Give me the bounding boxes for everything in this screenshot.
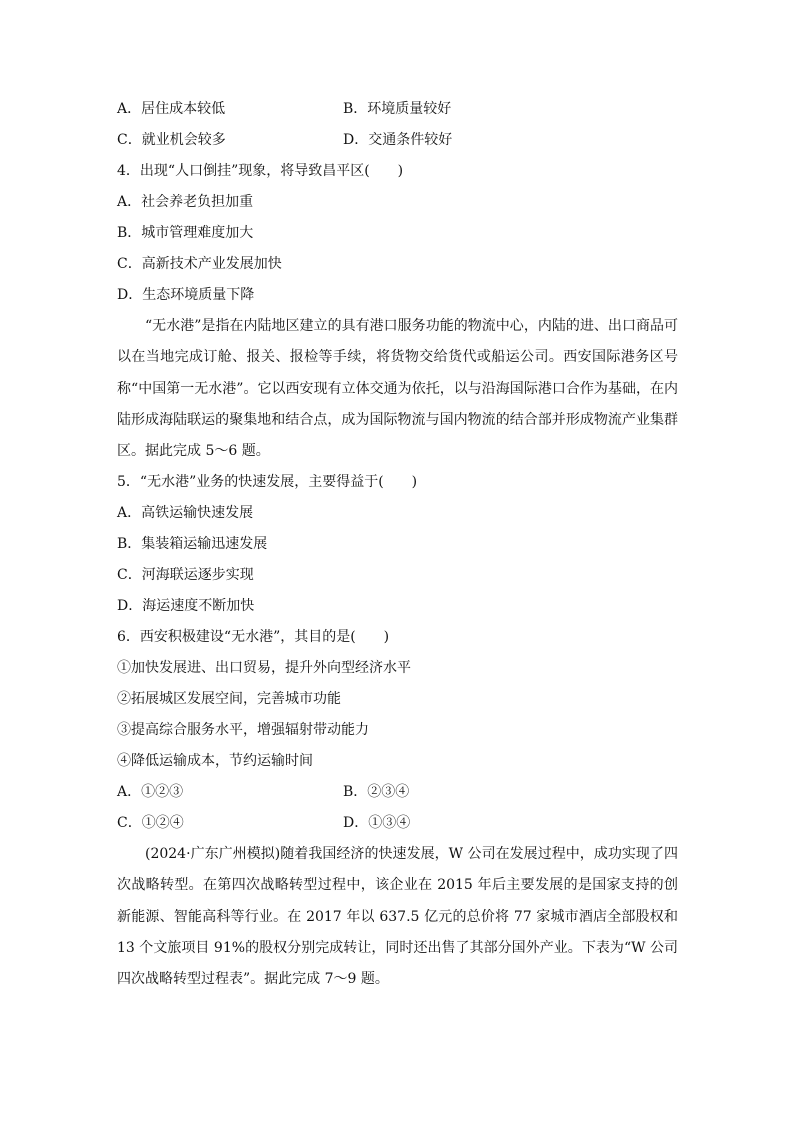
q5-option-b: B．集装箱运输迅速发展 — [117, 536, 268, 552]
q4-option-d: D．生态环境质量下降 — [117, 287, 255, 303]
q6-statement-3: ③提高综合服务水平，增强辐射带动能力 — [117, 722, 369, 738]
q6-statement-2: ②拓展城区发展空间，完善城市功能 — [117, 691, 341, 707]
q5-option-a: A．高铁运输快速发展 — [117, 505, 254, 521]
q6-statement-1: ①加快发展进、出口贸易，提升外向型经济水平 — [117, 660, 411, 676]
q5-stem: 5．“无水港”业务的快速发展，主要得益于( ) — [117, 474, 418, 490]
q6-option-b: B．②③④ — [343, 784, 410, 800]
q3-option-b: B．环境质量较好 — [343, 101, 452, 117]
q4-option-c: C．高新技术产业发展加快 — [117, 256, 282, 272]
passage-dry-port: “无水港”是指在内陆地区建立的具有港口服务功能的物流中心，内陆的进、出口商品可以在当地完成订舱、报关、报检等手续，将货物交给货代或船运公司。西安国际港务区号称“中国第一无水港”。它以西安现有立体交通为依托，以与沿海国际港口合作为基础，在内陆形成海陆联运的聚集地和结合点，成为国际物流与国内物流的结合部并形成物流产业集群区。据此完成 5～6 题。 — [117, 318, 678, 460]
q3-option-d: D．交通条件较好 — [343, 132, 453, 148]
q4-stem: 4．出现“人口倒挂”现象，将导致昌平区( ) — [117, 163, 404, 179]
q5-option-c: C．河海联运逐步实现 — [117, 567, 254, 583]
q3-option-c: C．就业机会较多 — [117, 132, 226, 148]
q6-option-c: C．①②④ — [117, 815, 184, 831]
q6-option-d: D．①③④ — [343, 815, 411, 831]
q3-option-a: A．居住成本较低 — [117, 101, 226, 117]
passage-w-company: (2024·广东广州模拟)随着我国经济的快速发展，W 公司在发展过程中，成功实现了四次战略转型。在第四次战略转型过程中，该企业在 2015 年后主要发展的是国家支持的创新能源、智能高科等行业。在 2017 年以 637.5 亿元的总价将 77 家城市酒店全部股权和 13 个文旅项目 91%的股权分别完成转让，同时还出售了其部分国外产业。下表为“W 公司四次战略转型过程表”。据此完成 7～9 题。 — [117, 846, 678, 988]
q6-stem: 6．西安积极建设“无水港”，其目的是( ) — [117, 629, 390, 645]
q6-statement-4: ④降低运输成本，节约运输时间 — [117, 753, 313, 769]
q5-option-d: D．海运速度不断加快 — [117, 598, 255, 614]
q4-option-b: B．城市管理难度加大 — [117, 225, 254, 241]
q6-option-a: A．①②③ — [117, 784, 184, 800]
q4-option-a: A．社会养老负担加重 — [117, 194, 254, 210]
